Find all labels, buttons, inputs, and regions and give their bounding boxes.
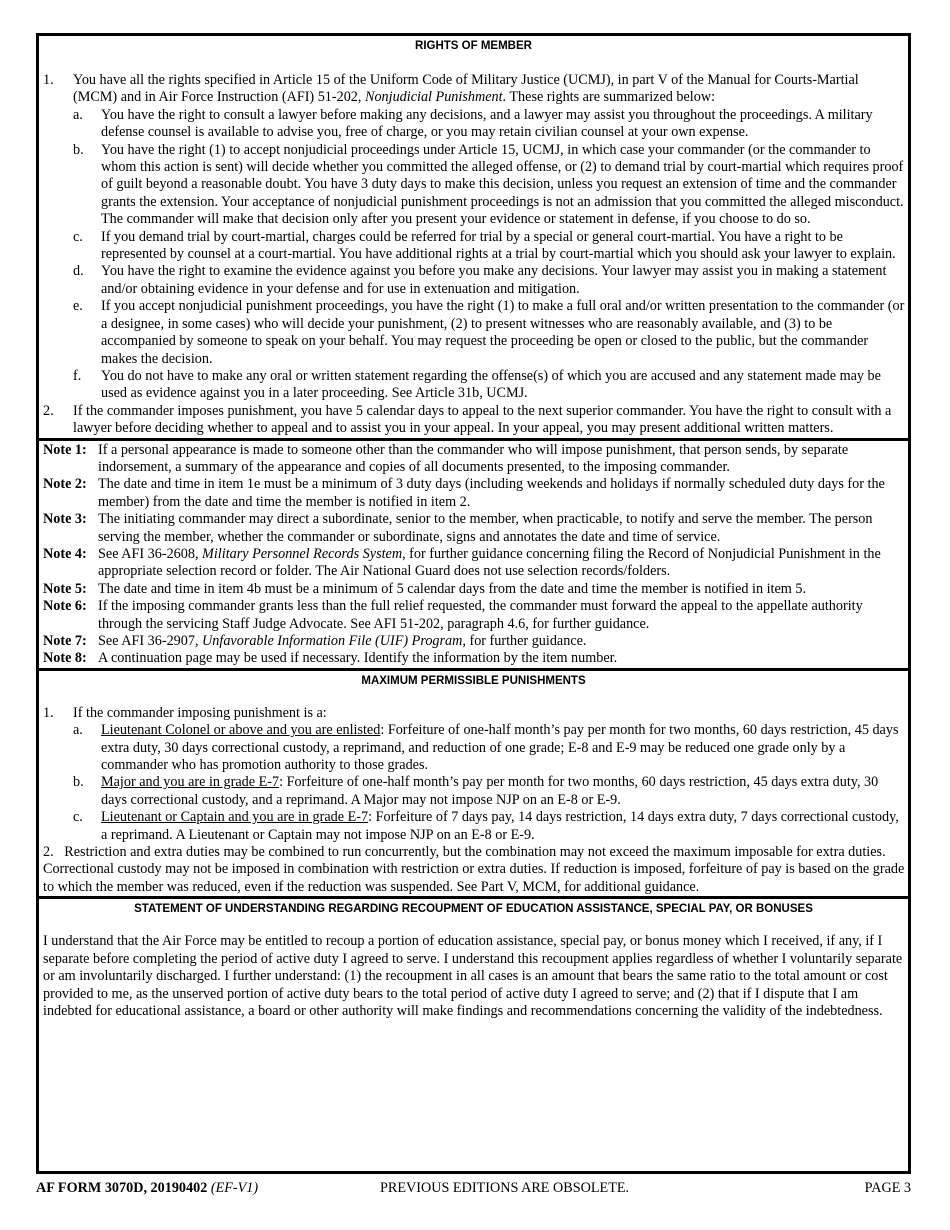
subitem-letter: a. <box>73 106 83 123</box>
rights-subitem-c <box>43 229 906 264</box>
item-text: Restriction and extra duties may be combined to run concurrently, but the combination may not exceed the maximum imposable for extra duties. Correctional custody may not be imposed in combination with restriction or extra duties. If reduction is imposed, forfeiture of pay is based on the grade to which the member was reduced, even if the reduction was suspended. See Part V, MCM, for additional guidance. <box>43 844 905 895</box>
subitem-text: If you demand trial by court-martial, charges could be referred for trial by a special or general court-martial. You have a right to be represented by counsel at a court-martial. You have additional rights at a trial by court-martial which you should ask your lawyer to explain. <box>101 228 896 263</box>
note-text: If the imposing commander grants less than the full relief requested, the commander must forward the appeal to the appellate authority through the servicing Staff Judge Advocate. See AFI 51-202, paragraph 4.6, for further guidance. <box>98 598 863 632</box>
max-punishments-subitem-c <box>43 809 906 844</box>
rights-subitem-f <box>43 368 906 403</box>
subitem-letter: c. <box>73 809 83 826</box>
note-text-part: , for further guidance concerning filing the Record of Nonjudicial Punishment in the appropriate selection record or folder. The Air National Guard does not use selection records/folders. <box>98 545 881 580</box>
note-text-part: See AFI 36-2907, <box>98 633 203 649</box>
note-label: Note 1: <box>43 441 87 458</box>
form-identifier <box>36 1180 258 1197</box>
item-text-part: . These rights are summarized below: <box>502 89 716 106</box>
note-text-italic: Unfavorable Information File (UIF) Program <box>202 633 463 649</box>
subitem-text: You have the right to consult a lawyer before making any decisions, and a lawyer may assist you throughout the proceedings. A military defense counsel is available to advise you, free of charge, or you may retain civilian counsel at your own expense. <box>101 106 873 141</box>
subitem-text-part: : Forfeiture of 7 days pay, 14 days restriction, 14 days extra duty, 7 days correctional custody, a reprimand. A Lieutenant or Captain may not impose NJP on an E-8 or E-9. <box>101 809 899 843</box>
max-punishments-section <box>39 688 908 896</box>
max-punishments-item-1 <box>43 705 906 722</box>
form-number: AF FORM 3070D, 20190402 <box>36 1180 208 1196</box>
subitem-rank-condition: Lieutenant or Captain and you are in grade E-7 <box>101 809 369 826</box>
note-5 <box>43 581 906 598</box>
subitem-letter: d. <box>73 263 84 280</box>
note-label: Note 7: <box>43 633 87 649</box>
form-version: (EF-V1) <box>210 1180 259 1196</box>
subitem-rank-condition: Lieutenant Colonel or above and you are enlisted <box>101 722 381 739</box>
item-text-part: You have all the rights specified in Article 15 of the Uniform Code of Military Justice (UCMJ), in part V of the Manual for Courts-Martial (MCM) and in Air Force Instruction (AFI) 51-202, <box>73 72 859 106</box>
page-number: PAGE 3 <box>864 1180 911 1196</box>
rights-subitem-b <box>43 142 906 229</box>
note-text <box>98 546 906 581</box>
note-label: Note 8: <box>43 650 87 667</box>
subitem-letter: e. <box>73 298 83 315</box>
recoupment-statement: I understand that the Air Force may be entitled to recoup a portion of education assistance, special pay, or bonus money which I received, if any, if I separate before completing the period of active duty I agreed to serve. I understand this recoupment applies regardless of whether I voluntarily separate or am involuntarily discharged. I further understand: (1) the recoupment in all cases is an amount that bears the same ratio to the total amount or cost provided to me, as the unserved portion of active duty bears to the total period of active duty I agreed to serve; and (2) that if I dispute that I am indebted for educational assistance, a board or other authority will make findings and recommendations concerning the validity of the indebtedness. <box>43 933 903 1019</box>
note-3 <box>43 511 906 546</box>
note-text <box>98 633 906 650</box>
rights-subitem-d <box>43 263 906 298</box>
subitem-letter: f. <box>73 367 82 384</box>
note-text: The date and time in item 4b must be a minimum of 5 calendar days from the date and time the member is notified in item 5. <box>98 580 807 597</box>
subitem-rank-condition: Major and you are in grade E-7 <box>101 774 280 791</box>
note-label: Note 6: <box>43 598 87 615</box>
subitem-text <box>101 774 906 809</box>
note-4 <box>43 546 906 581</box>
subitem-text: If you accept nonjudicial punishment proceedings, you have the right (1) to make a full oral and/or written presentation to the commander (or a designee, in some cases) who will decide your punishment, (2) to present witnesses who are reasonably available, and (3) to be accompanied by someone to speak on your behalf. You may request the proceeding be open or closed to the public, but the commander makes the decision. <box>101 298 905 367</box>
note-label: Note 5: <box>43 580 87 597</box>
note-1 <box>43 442 906 477</box>
item-text: If the commander imposing punishment is a: <box>73 704 327 721</box>
max-punishments-title: MAXIMUM PERMISSIBLE PUNISHMENTS <box>361 674 586 687</box>
subitem-letter: b. <box>73 141 84 158</box>
subitem-text <box>101 809 906 844</box>
note-label: Note 3: <box>43 511 87 528</box>
item-number: 2. <box>43 402 54 419</box>
item-text-italic: Nonjudicial Punishment <box>365 89 503 106</box>
note-label: Note 4: <box>43 545 87 562</box>
rights-subitem-e <box>43 298 906 368</box>
note-text: If a personal appearance is made to someone other than the commander who will impose punishment, that person sends, by separate indorsement, a summary of the appearance and copies of all documents presented, to the imposing commander. <box>98 441 849 475</box>
subitem-text: You have the right (1) to accept nonjudicial proceedings under Article 15, UCMJ, in which case your commander (or the commander to whom this action is sent) will decide whether you committed the alleged offense, or (2) to demand trial by court-martial which requires proof of guilt beyond a reasonable doubt. You have 3 duty days to make this decision, unless you request an extension of time and the commander grants the extension. Your acceptance of nonjudicial punishment proceedings is not an admission that you committed the alleged misconduct. The commander will make that decision only after you present your evidence or statement in defense, if you choose to do so. <box>101 141 904 228</box>
note-8 <box>43 650 906 667</box>
editions-notice: PREVIOUS EDITIONS ARE OBSOLETE. <box>380 1180 630 1196</box>
note-text-italic: Military Personnel Records System <box>202 545 403 562</box>
rights-item-2 <box>43 403 906 438</box>
max-punishments-subitem-b <box>43 774 906 809</box>
max-punishments-subitem-a <box>43 722 906 774</box>
subitem-text-part: : Forfeiture of one-half month’s pay per month for two months, 60 days restriction, 45 days extra duty, 30 days correctional custody, a reprimand, and reduction of one grade; E-8 and E-9 may be reduced one grade only by a commander who has promotion authority to those grades. <box>101 722 899 774</box>
recoupment-title: STATEMENT OF UNDERSTANDING REGARDING RECOUPMENT OF EDUCATION ASSISTANCE, SPECIAL PAY, OR BONUSES <box>134 903 813 916</box>
rights-subitem-a <box>43 107 906 142</box>
subitem-text: You do not have to make any oral or written statement regarding the offense(s) of which you are accused and any statement made may be used as evidence against you in a later proceeding. See Article 31b, UCMJ. <box>101 367 881 402</box>
rights-section <box>39 53 908 438</box>
item-number: 2. <box>43 844 54 861</box>
rights-item-1 <box>43 72 906 107</box>
item-text <box>73 72 906 107</box>
subitem-text-part: : Forfeiture of one-half month’s pay per month for two months, 60 days restriction, 45 days extra duty, 30 days correctional custody, and a reprimand. A Major may not impose NJP on an E-8 or E-9. <box>101 774 879 808</box>
item-number: 1. <box>43 72 54 88</box>
note-7 <box>43 633 906 650</box>
note-text: The initiating commander may direct a subordinate, senior to the member, when practicable, to notify and serve the member. The person serving the member, whether the commander or subordinate, signs and annotates the date and time of service. <box>98 511 873 545</box>
note-text-part: See AFI 36-2608, <box>98 545 203 562</box>
item-number: 1. <box>43 704 54 721</box>
note-text: A continuation page may be used if necessary. Identify the information by the item number. <box>98 650 618 667</box>
subitem-letter: b. <box>73 774 84 791</box>
item-text: If the commander imposes punishment, you have 5 calendar days to appeal to the next superior commander. You have the right to consult with a lawyer before deciding whether to appeal and to assist you in your appeal. In your appeal, you may present additional written matters. <box>73 402 892 437</box>
rights-section-title: RIGHTS OF MEMBER <box>415 40 532 52</box>
note-2 <box>43 476 906 511</box>
note-label: Note 2: <box>43 476 87 493</box>
notes-section <box>39 441 908 668</box>
note-6 <box>43 598 906 633</box>
max-punishments-item-2 <box>43 844 906 896</box>
subitem-letter: c. <box>73 228 83 245</box>
subitem-letter: a. <box>73 722 83 739</box>
subitem-text: You have the right to examine the evidence against you before you make any decisions. Your lawyer may assist you in making a statement and/or obtaining evidence in your defense and for use in extenuation and mitigation. <box>101 263 887 297</box>
note-text-part: , for further guidance. <box>462 633 587 649</box>
form-frame <box>36 33 911 1174</box>
note-text: The date and time in item 1e must be a minimum of 3 duty days (including weekends and holidays if normally scheduled duty days for the member) from the date and time the member is notified in item 2. <box>98 476 885 510</box>
subitem-text <box>101 722 906 774</box>
